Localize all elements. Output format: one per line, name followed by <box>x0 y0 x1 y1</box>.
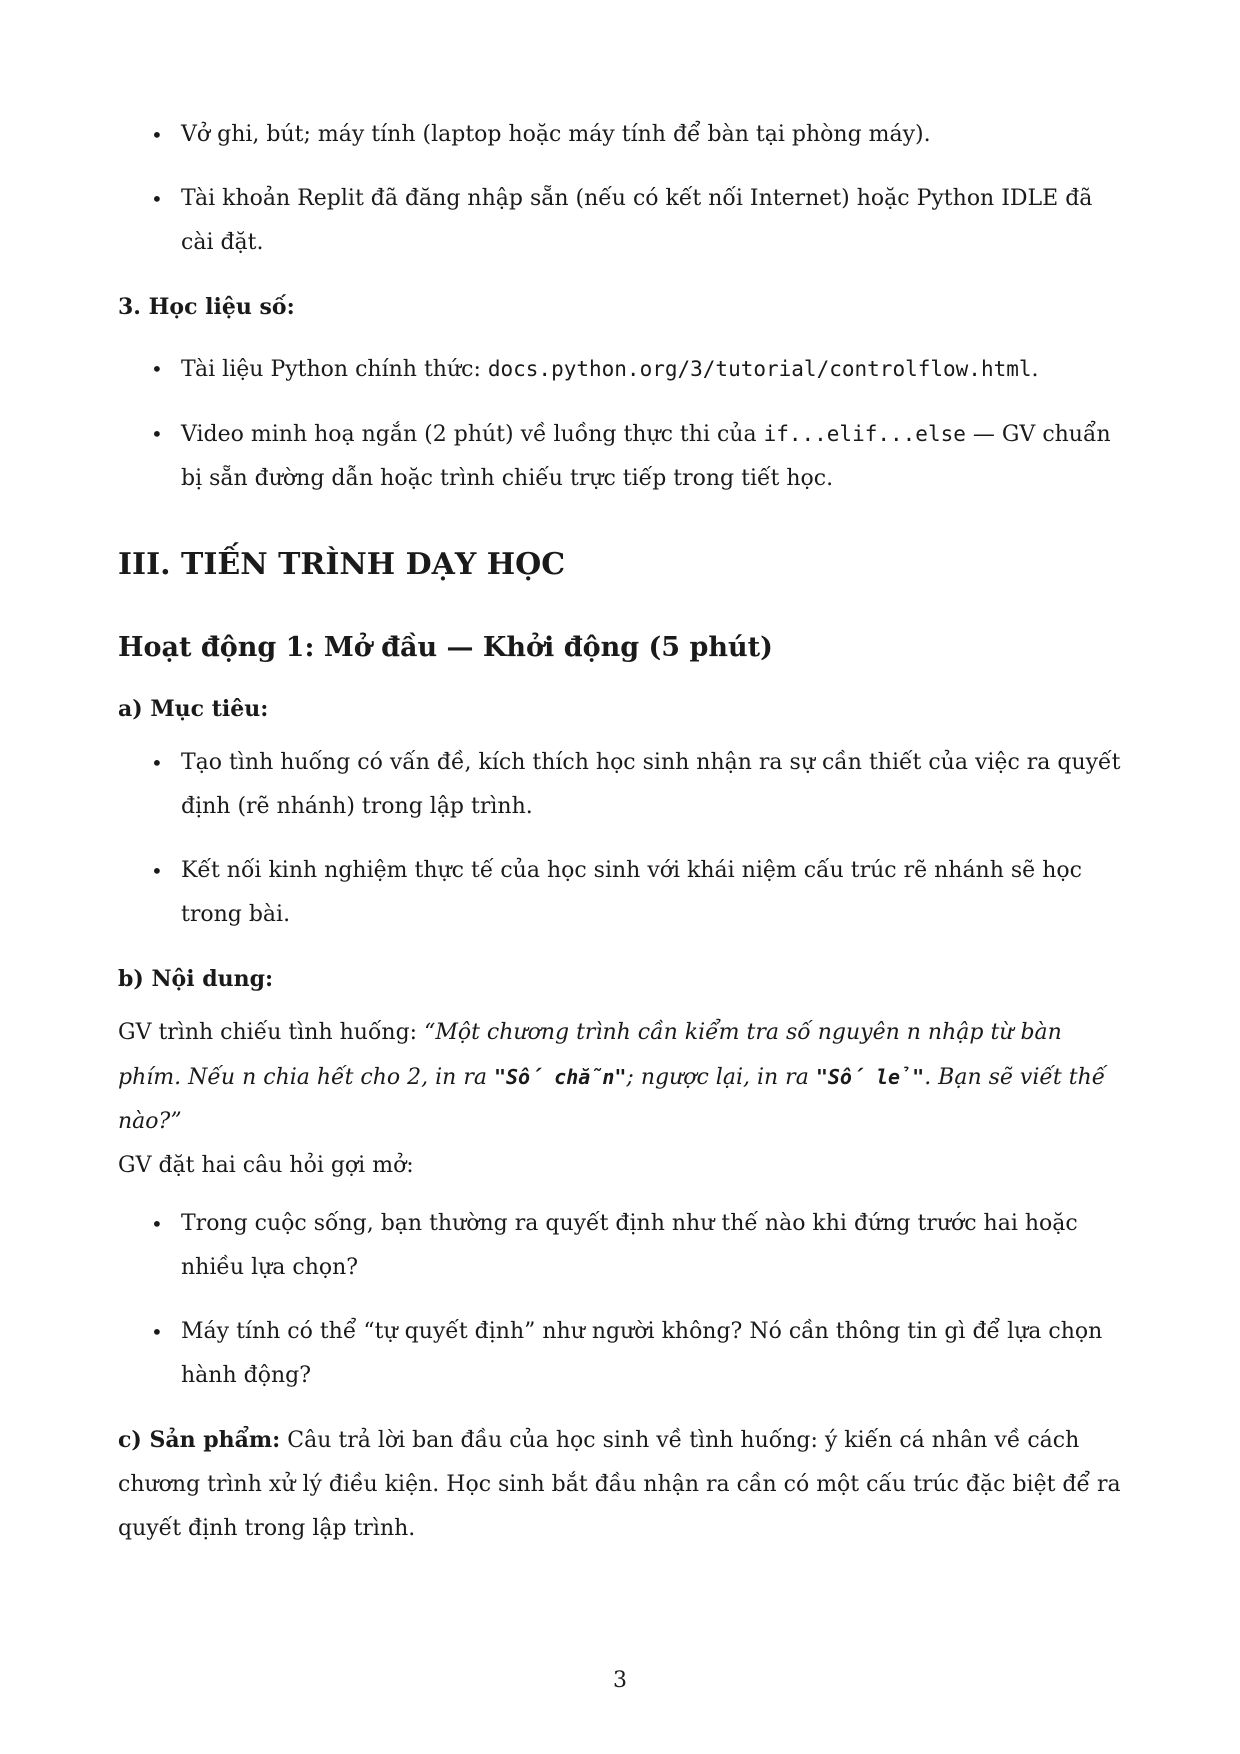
digital-resources-heading: 3. Học liệu số: <box>118 294 295 320</box>
product-paragraph <box>118 1418 1130 1551</box>
resource-end: — GV chuẩn bị sẵn đường dẫn hoặc trình chiếu trực tiếp trong tiết học. <box>181 422 1111 491</box>
page-content <box>118 113 1130 1551</box>
list-item <box>118 412 1130 501</box>
resource-text: Tài liệu Python chính thức: <box>181 357 488 382</box>
code-snippet: if...elif...else <box>763 422 966 446</box>
scenario-paragraph <box>118 1011 1130 1144</box>
materials-list <box>118 113 1130 265</box>
quote-text: “Một chương trình cần kiểm tra số nguyên n nhập từ bàn phím. Nếu n chia hết cho 2, in ra <box>118 1020 1062 1090</box>
resource-text: Video minh hoạ ngắn (2 phút) về luồng thực thi của <box>181 422 764 447</box>
questions-intro: GV đặt hai câu hỏi gợi mở: <box>118 1153 414 1178</box>
goals-list <box>118 741 1130 937</box>
questions-list <box>118 1202 1130 1398</box>
spacer <box>118 1188 1130 1202</box>
product-label: c) Sản phẩm: <box>118 1427 281 1453</box>
resource-end: . <box>1031 357 1039 382</box>
list-item: • Vở ghi, bút; máy tính (laptop hoặc máy tính để bàn tại phòng máy). <box>118 113 1130 157</box>
page-number: 3 <box>613 1668 627 1693</box>
list-item: • Trong cuộc sống, bạn thường ra quyết định như thế nào khi đứng trước hai hoặc nhiều lựa chọn? <box>118 1202 1130 1290</box>
quote-text: ; ngược lại, in ra <box>626 1065 816 1090</box>
list-item: • Kết nối kinh nghiệm thực tế của học sinh với khái niệm cấu trúc rẽ nhánh sẽ học trong bài. <box>118 849 1130 937</box>
list-item: • Tạo tình huống có vấn đề, kích thích học sinh nhận ra sự cần thiết của việc ra quyết định (rẽ nhánh) trong lập trình. <box>118 741 1130 829</box>
digital-resources-list <box>118 347 1130 501</box>
activity-title: Hoạt động 1: Mở đầu — Khởi động (5 phút) <box>118 632 773 663</box>
quote-code: "Số lẻ" <box>815 1065 925 1089</box>
quote-code: "Số chẵn" <box>493 1065 627 1089</box>
content-heading: b) Nội dung: <box>118 966 274 992</box>
goals-heading: a) Mục tiêu: <box>118 696 269 722</box>
section-title: III. TIẾN TRÌNH DẠY HỌC <box>118 547 566 582</box>
scenario-intro: GV trình chiếu tình huống: <box>118 1020 425 1045</box>
product-text: Câu trả lời ban đầu của học sinh về tình huống: ý kiến cá nhân về cách chương trình xử lý điều kiện. Học sinh bắt đầu nhận ra cần có một cấu trúc đặc biệt để ra quyết định trong lập trình. <box>118 1428 1121 1541</box>
resource-url: docs.python.org/3/tutorial/controlflow.html <box>487 357 1032 381</box>
list-item <box>118 347 1130 392</box>
list-item: • Máy tính có thể “tự quyết định” như người không? Nó cần thông tin gì để lựa chọn hành động? <box>118 1310 1130 1398</box>
list-item: • Tài khoản Replit đã đăng nhập sẵn (nếu có kết nối Internet) hoặc Python IDLE đã cài đặt. <box>118 177 1130 265</box>
quote-text: . Bạn sẽ viết thế nào?” <box>118 1065 1106 1134</box>
